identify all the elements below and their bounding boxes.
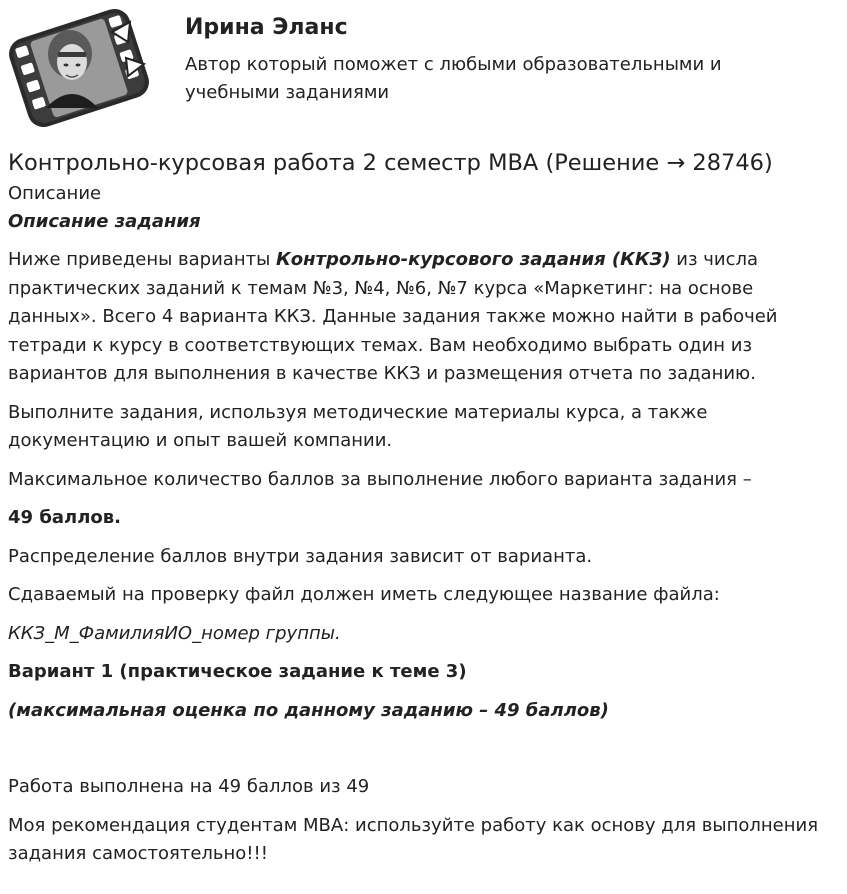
author-name[interactable]: Ирина Эланс bbox=[185, 15, 348, 40]
max-score-text: Максимальное количество баллов за выполнение любого варианта задания – bbox=[8, 468, 752, 490]
intro-paragraph bbox=[8, 246, 838, 389]
document-content bbox=[8, 146, 838, 879]
spacer bbox=[8, 735, 838, 773]
filename-pattern: ККЗ_М_ФамилияИО_номер группы. bbox=[8, 622, 341, 644]
page-title: Контрольно-курсовая работа 2 семестр МВА (Решение → 28746) bbox=[8, 150, 773, 176]
recommendation-text: Моя рекомендация студентам МВА: используйте работу как основу для выполнения задания самостоятельно!!! bbox=[8, 814, 819, 864]
intro-text-bold: Контрольно-курсового задания (ККЗ) bbox=[276, 249, 671, 270]
intro-text-before: Ниже приведены варианты bbox=[8, 249, 277, 270]
distribution-paragraph: Распределение баллов внутри задания зависит от варианта. bbox=[8, 545, 593, 567]
author-avatar[interactable] bbox=[8, 8, 150, 128]
intro-text-after: из числа практических заданий к темам №3, №4, №6, №7 курса «Маркетинг: на основе данных». Всего 4 варианта ККЗ. Данные задания также можно найти в рабочей тетради к курсу в соответствующих темах. Вам необходимо выбрать один из вариантов для выполнения в качестве ККЗ и размещения отчета по заданию. bbox=[8, 249, 778, 384]
instructions-paragraph: Выполните задания, используя методические материалы курса, а также документацию и опыт вашей компании. bbox=[8, 401, 708, 451]
variant-max-score: (максимальная оценка по данному заданию – 49 баллов) bbox=[8, 699, 609, 721]
max-score-value: 49 баллов. bbox=[8, 507, 121, 528]
variant-title: Вариант 1 (практическое задание к теме 3) bbox=[8, 661, 467, 682]
section-label: Описание bbox=[8, 183, 102, 204]
filename-label: Сдаваемый на проверку файл должен иметь следующее название файла: bbox=[8, 584, 720, 605]
author-description: Автор который поможет с любыми образовательными и учебными заданиями bbox=[185, 54, 722, 103]
task-heading: Описание задания bbox=[8, 211, 201, 232]
author-card bbox=[8, 8, 838, 128]
result-text: Работа выполнена на 49 баллов из 49 bbox=[8, 776, 370, 797]
